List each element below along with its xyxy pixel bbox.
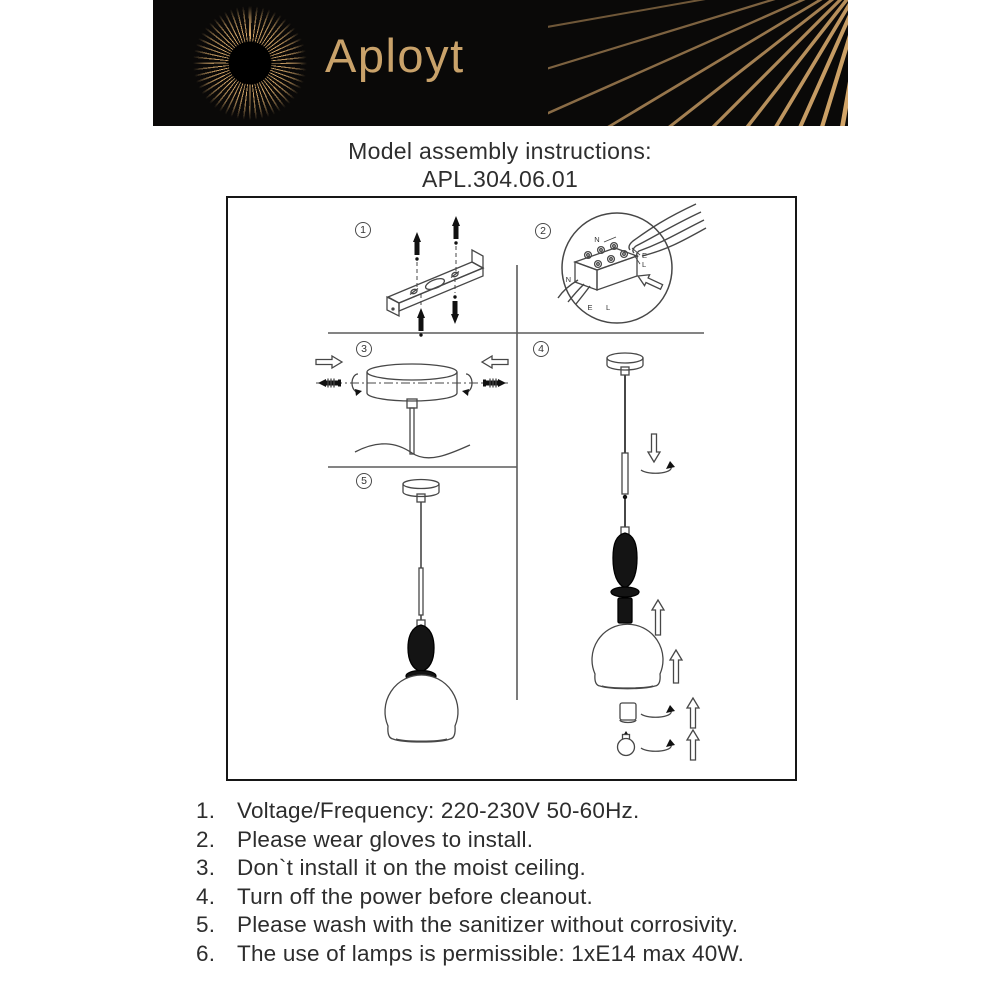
step-5-badge: 5 [356, 473, 372, 489]
glass-shade [592, 624, 663, 688]
wire-label-e-bottom: E [587, 303, 593, 312]
instruction-text: Turn off the power before cleanout. [237, 883, 593, 909]
sunburst-logo-icon [191, 4, 309, 122]
instruction-text: Don`t install it on the moist ceiling. [237, 855, 587, 881]
instruction-number: 4. [196, 883, 216, 909]
step2-wiring-diagram [558, 204, 706, 323]
assembly-diagram [228, 198, 795, 779]
wire-label-n-top: N [594, 235, 600, 244]
step-4-badge: 4 [533, 341, 549, 357]
canopy-screw-left [318, 379, 341, 388]
instruction-text: Please wear gloves to install. [237, 826, 534, 852]
instructions-title: Model assembly instructions: [348, 138, 652, 164]
fixture-wires [558, 280, 590, 304]
model-number: APL.304.06.01 [421, 166, 579, 192]
instruction-item [196, 797, 744, 826]
shade-holder-ring [620, 703, 636, 723]
step1-mounting-bracket-diagram [387, 216, 483, 337]
instruction-item [196, 854, 744, 883]
step5-assembled-pendant-diagram [385, 480, 458, 743]
push-arrow-right-icon [482, 356, 508, 368]
brand-name: Aployt [325, 29, 465, 82]
brand-banner [153, 0, 848, 126]
safety-instructions-list [196, 797, 744, 969]
wire-label-n-bottom: N [565, 275, 571, 284]
instruction-number: 6. [196, 940, 216, 966]
instruction-text: Please wash with the sanitizer without corrosivity. [237, 912, 739, 938]
decorative-body [613, 533, 637, 588]
instruction-number: 2. [196, 826, 216, 852]
step4-pendant-exploded-diagram [592, 353, 699, 760]
step3-canopy-diagram [316, 356, 508, 458]
step-3-badge: 3 [356, 341, 372, 357]
wire-label-l-bottom: L [606, 303, 611, 312]
assembly-diagram-panel [226, 196, 797, 781]
instruction-text: The use of lamps is permissible: 1xE14 max 40W. [237, 940, 745, 966]
push-arrow-left-icon [316, 356, 342, 368]
instruction-text: Voltage/Frequency: 220-230V 50-60Hz. [237, 798, 640, 823]
step-2-badge: 2 [535, 223, 551, 239]
decorative-body [408, 625, 434, 672]
instruction-item [196, 911, 744, 940]
glass-shade [385, 675, 458, 742]
lamp-socket [618, 598, 632, 623]
step4-motion-arrows [641, 434, 699, 760]
instruction-item [196, 826, 744, 855]
wire-label-e-top: E [642, 251, 648, 260]
light-bulb-icon [618, 731, 635, 756]
terminal-block [575, 243, 637, 290]
instruction-item [196, 883, 744, 912]
title-block [0, 137, 1000, 193]
wire-label-l-top: L [642, 260, 647, 269]
instruction-number: 5. [196, 912, 216, 938]
instruction-item [196, 940, 744, 969]
step-1-badge: 1 [355, 222, 371, 238]
decorative-ring [611, 587, 639, 597]
canopy-screw-right [483, 379, 506, 388]
instruction-number: 1. [196, 798, 216, 823]
rotate-arrow-left-icon [352, 374, 362, 396]
insert-arrow-icon [635, 271, 664, 293]
decorative-rays-icon [548, 0, 848, 126]
instruction-number: 3. [196, 855, 216, 881]
rotate-arrow-right-icon [462, 374, 472, 396]
